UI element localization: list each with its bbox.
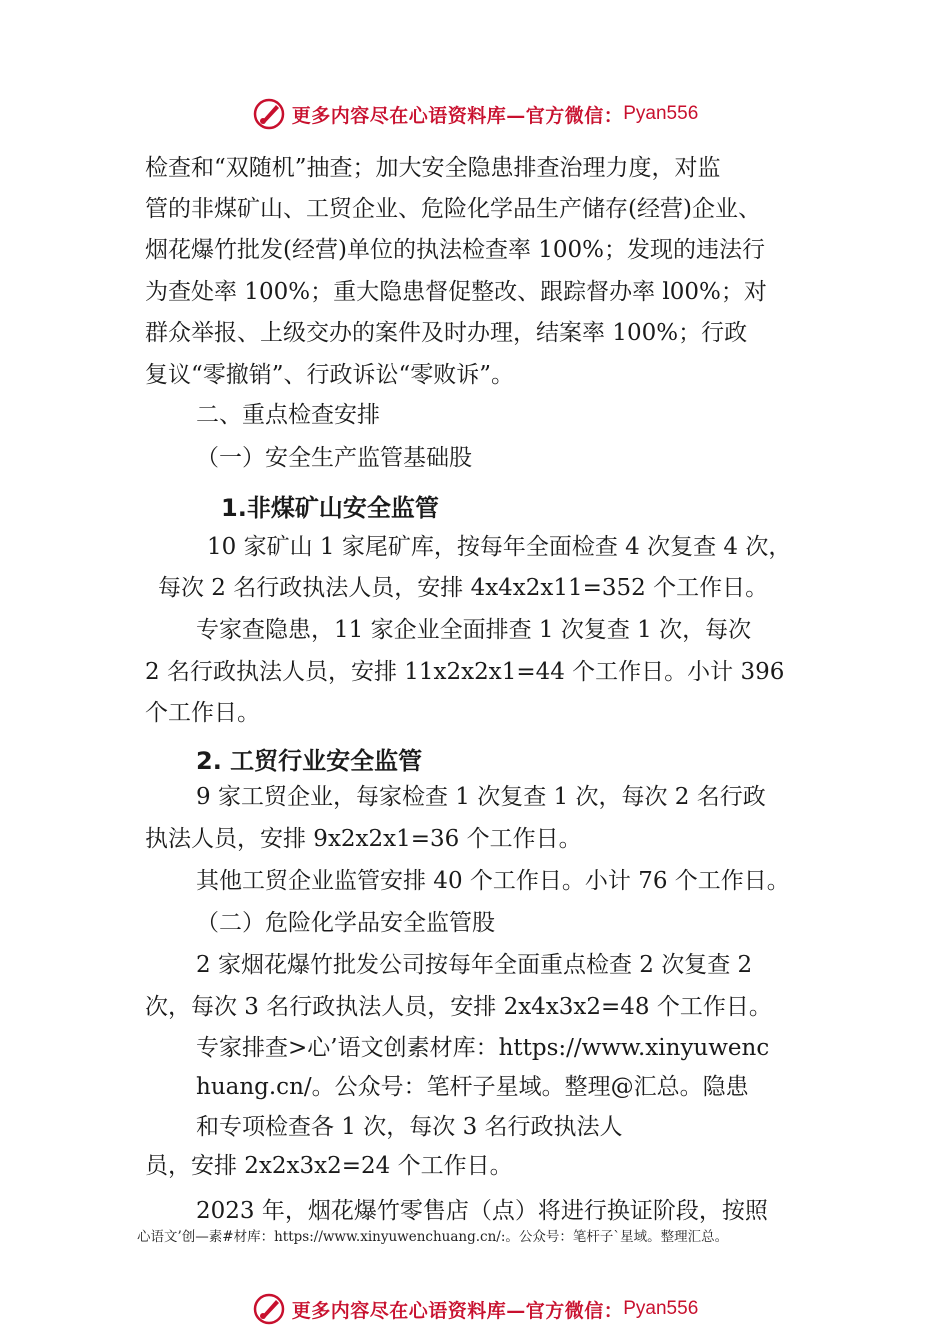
body-line: 次，每次 3 名行政执法人员，安排 2x4x3x2=48 个工作日。 bbox=[145, 994, 772, 1020]
section-heading: 二、重点检查安排 bbox=[196, 402, 380, 428]
body-line: huang.cn/。公众号：笔杆子星域。整理@汇总。隐患 bbox=[196, 1074, 749, 1100]
body-line: 2 名行政执法人员，安排 11x2x2x1=44 个工作日。小计 396 bbox=[145, 659, 785, 685]
banner-wechat-id: Pyan556 bbox=[623, 1298, 699, 1319]
body-line: 群众举报、上级交办的案件及时办理，结案率 100%；行政 bbox=[145, 320, 748, 346]
body-line: 管的非煤矿山、工贸企业、危险化学品生产储存(经营)企业、 bbox=[145, 196, 761, 222]
body-line: 专家排查>心’语文创素材库：https://www.xinyuwenc bbox=[196, 1035, 770, 1061]
body-line: 每次 2 名行政执法人员，安排 4x4x2x11=352 个工作日。 bbox=[158, 575, 769, 601]
banner-wechat-id: Pyan556 bbox=[623, 103, 699, 124]
brush-logo-icon bbox=[252, 1292, 286, 1326]
body-line: 10 家矿山 1 家尾矿库，按每年全面检查 4 次复查 4 次， bbox=[207, 534, 792, 560]
body-line: 和专项检查各 1 次，每次 3 名行政执法人 bbox=[196, 1114, 623, 1140]
body-line: 复议“零撤销”、行政诉讼“零败诉”。 bbox=[145, 362, 515, 388]
item-heading: 1.非煤矿山安全监管 bbox=[221, 494, 439, 522]
body-line: 其他工贸企业监管安排 40 个工作日。小计 76 个工作日。 bbox=[196, 868, 790, 894]
footer-watermark: 心语文’创—素#材库：https://www.xinyuwenchuang.cn/:。公众号：笔杆子`星域。整理汇总。 bbox=[137, 1229, 729, 1245]
banner-text: 更多内容尽在心语资料库—官方微信： bbox=[291, 104, 624, 127]
body-line: 执法人员，安排 9x2x2x1=36 个工作日。 bbox=[145, 826, 582, 852]
brush-logo-icon bbox=[252, 97, 286, 131]
top-banner bbox=[0, 94, 950, 134]
banner-text: 更多内容尽在心语资料库—官方微信： bbox=[291, 1299, 624, 1322]
item-heading: 2. 工贸行业安全监管 bbox=[196, 747, 423, 775]
subsection-heading: （二）危险化学品安全监管股 bbox=[196, 910, 495, 936]
bottom-banner bbox=[0, 1289, 950, 1329]
body-line: 专家查隐患，11 家企业全面排查 1 次复查 1 次，每次 bbox=[196, 617, 752, 643]
body-line: 9 家工贸企业，每家检查 1 次复查 1 次，每次 2 名行政 bbox=[196, 784, 766, 810]
subsection-heading: （一）安全生产监管基础股 bbox=[196, 445, 472, 471]
body-line: 2023 年，烟花爆竹零售店（点）将进行换证阶段，按照 bbox=[196, 1198, 768, 1224]
body-line: 员，安排 2x2x3x2=24 个工作日。 bbox=[145, 1153, 513, 1179]
body-line: 2 家烟花爆竹批发公司按每年全面重点检查 2 次复查 2 bbox=[196, 952, 753, 978]
body-line: 个工作日。 bbox=[145, 700, 260, 726]
body-line: 为查处率 100%；重大隐患督促整改、跟踪督办率 l00%；对 bbox=[145, 279, 767, 305]
body-line: 检查和“双随机”抽查；加大安全隐患排查治理力度，对监 bbox=[145, 155, 721, 181]
body-line: 烟花爆竹批发(经营)单位的执法检查率 100%；发现的违法行 bbox=[145, 237, 766, 263]
